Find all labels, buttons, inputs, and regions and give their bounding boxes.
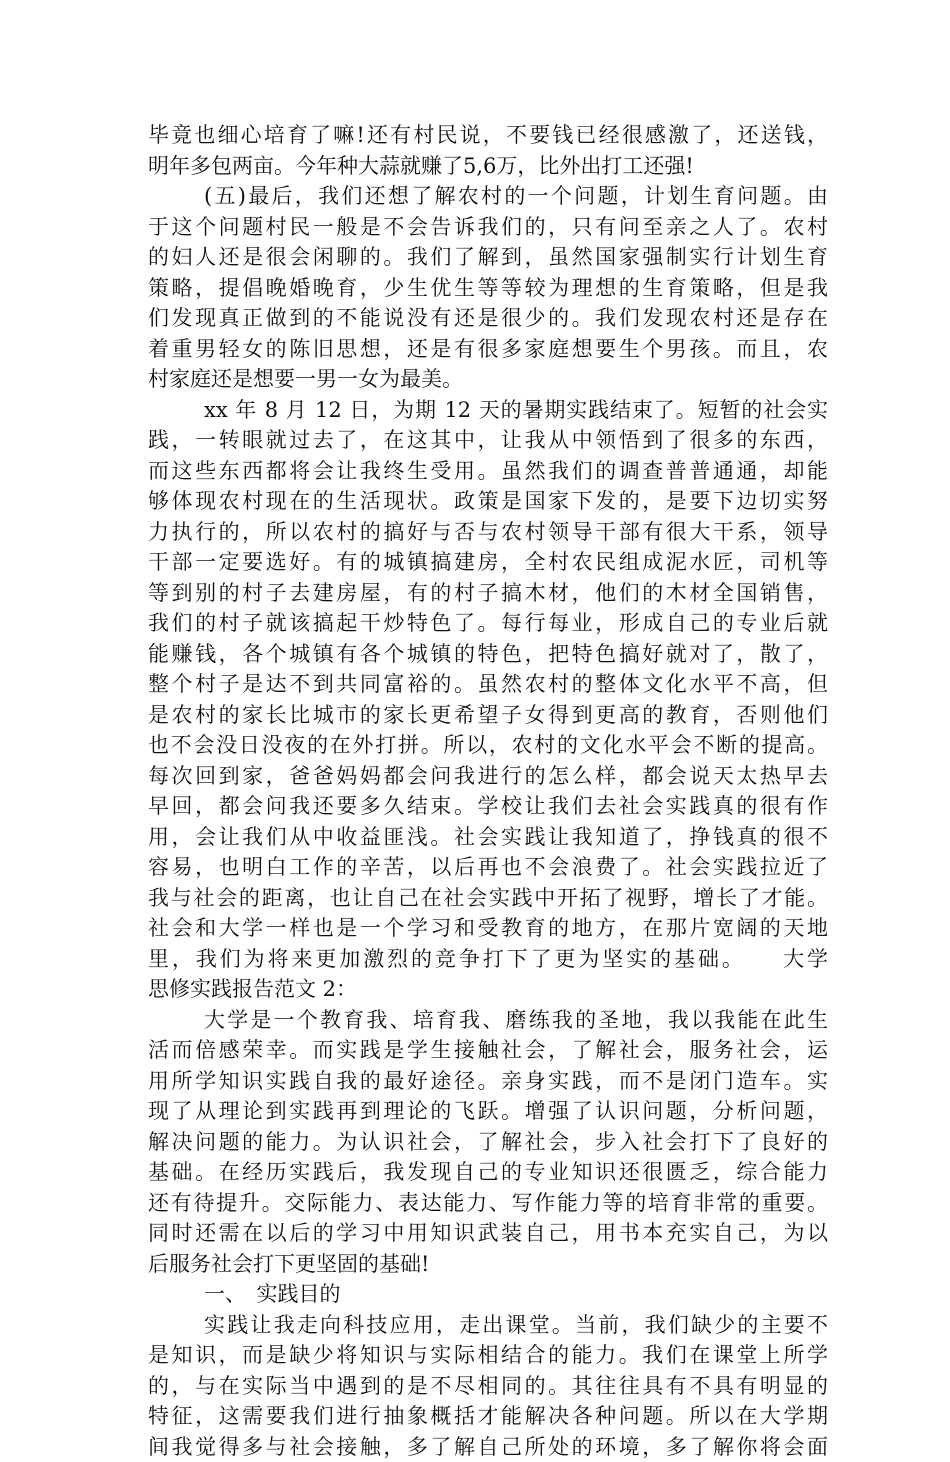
text-line: 活而倍感荣幸。而实践是学生接触社会，了解社会，服务社会，运	[148, 1035, 828, 1066]
text-line: 的妇人还是很会闲聊的。我们了解到，虽然国家强制实行计划生育	[148, 242, 828, 273]
text-line: 明年多包两亩。今年种大蒜就赚了5,6万，比外出打工还强!	[148, 151, 828, 182]
text-line: 社会和大学一样也是一个学习和受教育的地方，在那片宽阔的天地	[148, 913, 828, 944]
text-line: 解决问题的能力。为认识社会，了解社会，步入社会打下了良好的	[148, 1127, 828, 1158]
text-line: 还有待提升。交际能力、表达能力、写作能力等的培育非常的重要。	[148, 1188, 828, 1219]
text-line: 是农村的家长比城市的家长更希望子女得到更高的教育，否则他们	[148, 700, 828, 731]
text-line: 后服务社会打下更坚固的基础!	[148, 1249, 828, 1280]
text-line: 的，与在实际当中遇到的是不尽相同的。其往往具有不具有明显的	[148, 1371, 828, 1402]
document-body	[148, 120, 828, 1462]
text-line: 而这些东西都将会让我终生受用。虽然我们的调查普普通通，却能	[148, 456, 828, 487]
text-line: 是知识，而是缺少将知识与实际相结合的能力。我们在课堂上所学	[148, 1340, 828, 1371]
text-line: 思修实践报告范文 2：	[148, 974, 828, 1005]
text-line: 践，一转眼就过去了，在这其中，让我从中领悟到了很多的东西，	[148, 425, 828, 456]
text-line: 们发现真正做到的不能说没有还是很少的。我们发现农村还是存在	[148, 303, 828, 334]
text-line: 现了从理论到实践再到理论的飞跃。增强了认识问题，分析问题，	[148, 1096, 828, 1127]
text-line: 力执行的，所以农村的搞好与否与农村领导干部有很大干系，领导	[148, 517, 828, 548]
text-line: 整个村子是达不到共同富裕的。虽然农村的整体文化水平不高，但	[148, 669, 828, 700]
text-line: 里，我们为将来更加激烈的竞争打下了更为坚实的基础。 大学	[148, 944, 828, 975]
text-line: 能赚钱，各个城镇有各个城镇的特色，把特色搞好就对了，散了，	[148, 639, 828, 670]
text-line: (五)最后，我们还想了解农村的一个问题，计划生育问题。由	[148, 181, 828, 212]
text-line: 用，会让我们从中收益匪浅。社会实践让我知道了，挣钱真的很不	[148, 822, 828, 853]
text-line: 着重男轻女的陈旧思想，还是有很多家庭想要生个男孩。而且，农	[148, 334, 828, 365]
text-line: 于这个问题村民一般是不会告诉我们的，只有问至亲之人了。农村	[148, 212, 828, 243]
text-line: 干部一定要选好。有的城镇搞建房，全村农民组成泥水匠，司机等	[148, 547, 828, 578]
text-line: 我与社会的距离，也让自己在社会实践中开拓了视野，增长了才能。	[148, 883, 828, 914]
text-line: 策略，提倡晚婚晚育，少生优生等等较为理想的生育策略，但是我	[148, 273, 828, 304]
text-line: 实践让我走向科技应用，走出课堂。当前，我们缺少的主要不	[148, 1310, 828, 1341]
text-line: 早回，都会问我还要多久结束。学校让我们去社会实践真的很有作	[148, 791, 828, 822]
text-line: 每次回到家，爸爸妈妈都会问我进行的怎么样，都会说天太热早去	[148, 761, 828, 792]
text-line: 同时还需在以后的学习中用知识武装自己，用书本充实自己，为以	[148, 1218, 828, 1249]
text-line: xx 年 8 月 12 日，为期 12 天的暑期实践结束了。短暂的社会实	[148, 395, 828, 426]
text-line: 一、 实践目的	[148, 1279, 828, 1310]
text-line: 大学是一个教育我、培育我、磨练我的圣地，我以我能在此生	[148, 1005, 828, 1036]
text-line: 用所学知识实践自我的最好途径。亲身实践，而不是闭门造车。实	[148, 1066, 828, 1097]
text-line: 村家庭还是想要一男一女为最美。	[148, 364, 828, 395]
text-line: 也不会没日没夜的在外打拼。所以，农村的文化水平会不断的提高。	[148, 730, 828, 761]
text-line: 毕竟也细心培育了嘛!还有村民说，不要钱已经很感激了，还送钱，	[148, 120, 828, 151]
text-line: 容易，也明白工作的辛苦，以后再也不会浪费了。社会实践拉近了	[148, 852, 828, 883]
text-line: 特征，这需要我们进行抽象概括才能解决各种问题。所以在大学期	[148, 1401, 828, 1432]
text-line: 我们的村子就该搞起干炒特色了。每行每业，形成自己的专业后就	[148, 608, 828, 639]
text-line: 等到别的村子去建房屋，有的村子搞木材，他们的木材全国销售，	[148, 578, 828, 609]
text-line: 够体现农村现在的生活现状。政策是国家下发的，是要下边切实努	[148, 486, 828, 517]
text-line: 基础。在经历实践后，我发现自己的专业知识还很匮乏，综合能力	[148, 1157, 828, 1188]
text-line: 间我觉得多与社会接触，多了解自己所处的环境，多了解你将会面	[148, 1432, 828, 1462]
